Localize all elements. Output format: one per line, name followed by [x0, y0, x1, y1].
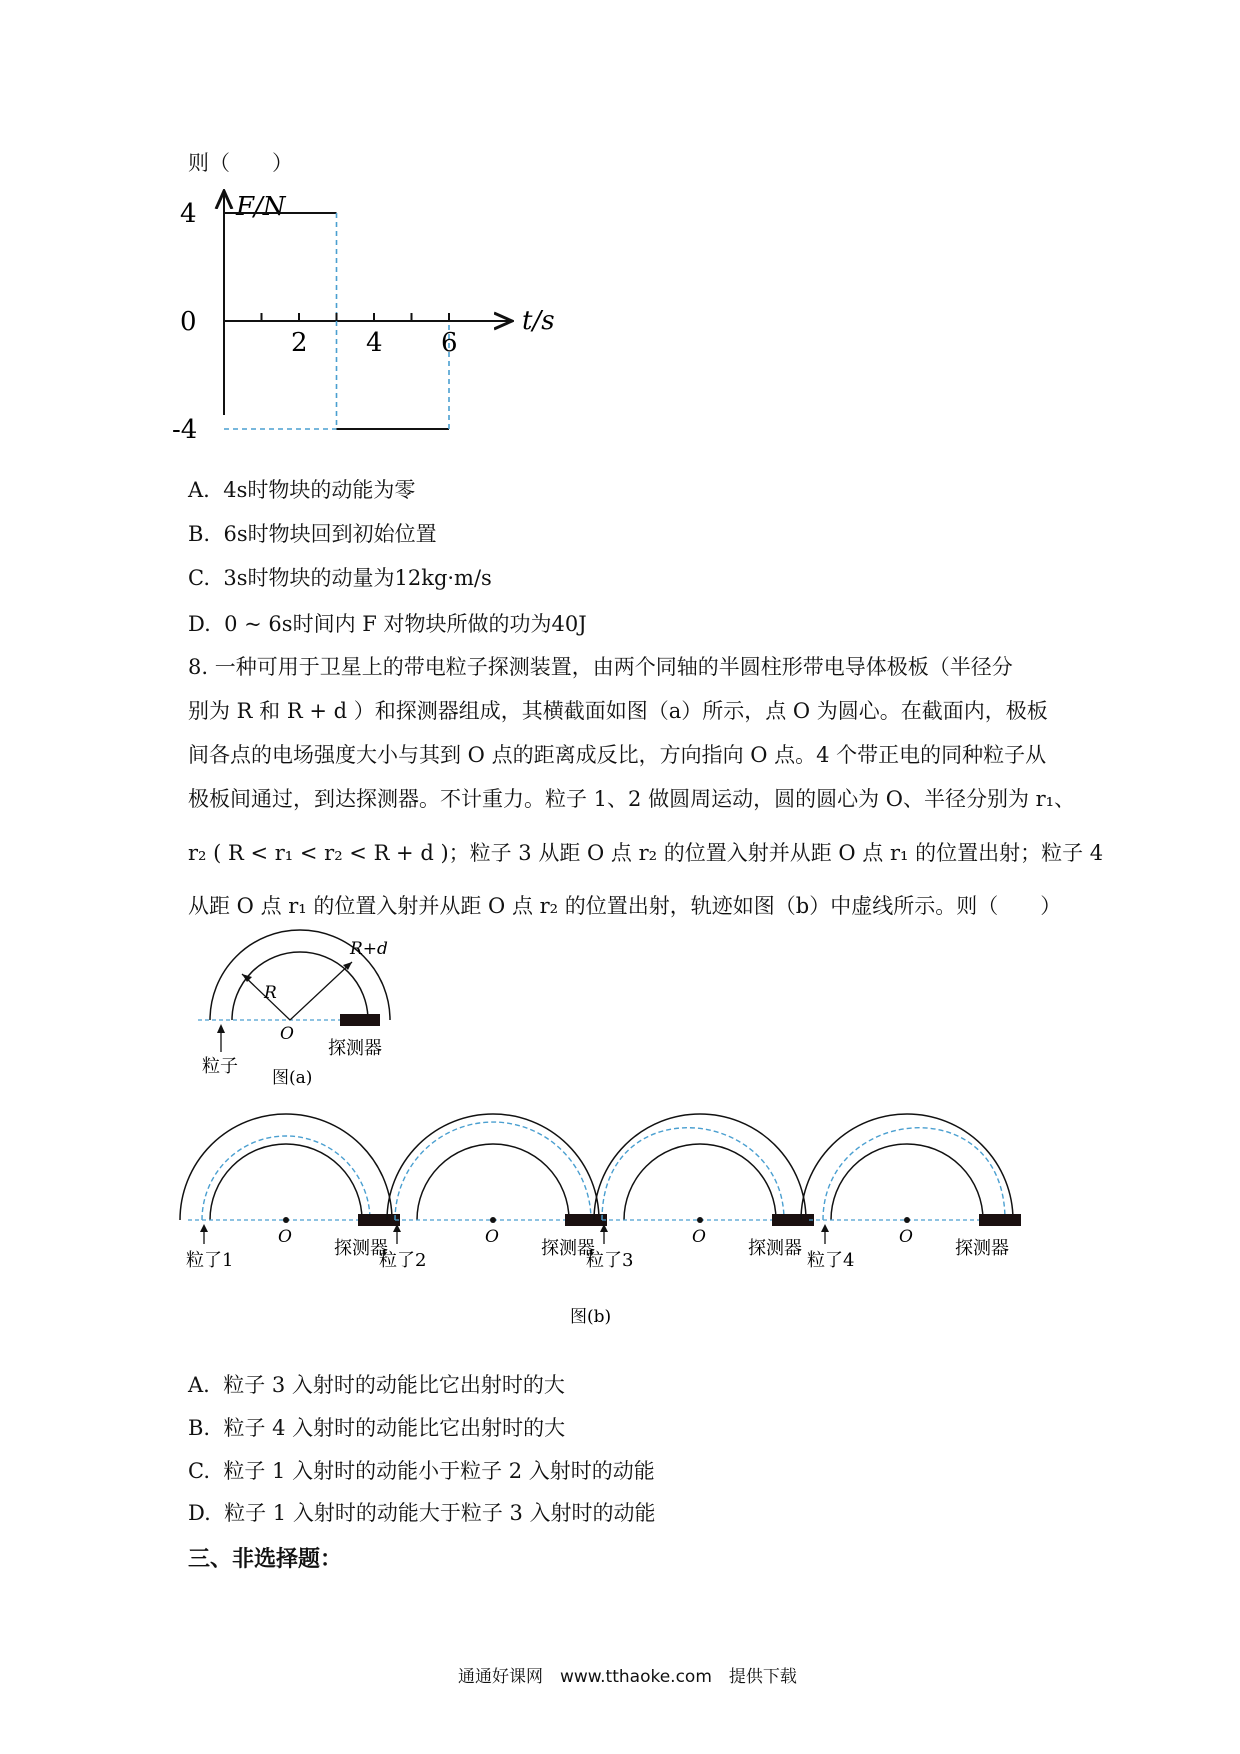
inner-plate: [624, 1144, 776, 1220]
particle-label: 粒了4: [807, 1250, 855, 1271]
y-axis-label: F/N: [236, 192, 286, 222]
y-tick-label: -4: [172, 415, 198, 445]
q8-stem-line-5: r₂ ( R < r₁ < r₂ < R + d )；粒子 3 从距 O 点 r₂ 的位置入射并从距 O 点 r₁ 的位置出射；粒子 4: [188, 841, 1104, 865]
q8-option-b: [188, 1413, 565, 1443]
option-text: 粒子 3 入射时的动能比它出射时的大: [223, 1373, 565, 1397]
arrow-head: [200, 1224, 208, 1232]
x-axis-label: t/s: [522, 306, 555, 336]
q7-force-time-chart: [172, 185, 580, 445]
q8-option-a: [188, 1370, 565, 1400]
option-text: 粒子 1 入射时的动能大于粒子 3 入射时的动能: [224, 1501, 656, 1525]
option-letter: B.: [188, 1416, 211, 1440]
x-tick-label: 4: [366, 328, 383, 358]
panel-3: [586, 1114, 814, 1271]
particle-label: 粒了1: [186, 1250, 234, 1271]
option-letter: C.: [188, 566, 210, 590]
label-o: O: [485, 1227, 499, 1247]
q8-option-c: [188, 1456, 655, 1486]
inner-plate: [831, 1144, 983, 1220]
detector-block: [772, 1214, 814, 1226]
option-text: 粒子 4 入射时的动能比它出射时的大: [223, 1416, 566, 1440]
q7-option-c: [188, 563, 492, 593]
detector-label: 探测器: [955, 1238, 1009, 1259]
detector-label: 探测器: [328, 1038, 382, 1059]
arrow-head: [821, 1224, 829, 1232]
detector-block: [358, 1214, 400, 1226]
option-text: 6s时物块回到初始位置: [223, 522, 437, 546]
option-text: 粒子 1 入射时的动能小于粒子 2 入射时的动能: [223, 1459, 655, 1483]
option-letter: A.: [188, 1373, 210, 1397]
figure-b: [186, 1130, 1070, 1330]
label-o: O: [278, 1227, 292, 1247]
q7-option-b: [188, 519, 437, 549]
caption-b: 图(b): [570, 1307, 612, 1327]
section-title: 三、非选择题：: [188, 1547, 343, 1572]
q7-stem-tail: 则（ ）: [188, 151, 293, 175]
option-text: 4s时物块的动能为零: [223, 478, 416, 502]
q7-option-d: [188, 609, 587, 639]
label-o: O: [280, 1024, 294, 1044]
q7-option-a: [188, 475, 415, 505]
option-text: 3s时物块的动量为12kg·m/s: [223, 566, 492, 590]
option-letter: A.: [188, 478, 210, 502]
q8-stem-line-2: 别为 R 和 R + d ）和探测器组成，其横截面如图（a）所示，点 O 为圆心。在截面内，极板: [188, 699, 1048, 723]
detector-label: 探测器: [541, 1238, 595, 1259]
detector-block: [979, 1214, 1021, 1226]
center-point: [697, 1217, 703, 1223]
q8-stem-line-4: 极板间通过，到达探测器。不计重力。粒子 1、2 做圆周运动，圆的圆心为 O、半径分别为 r₁、: [188, 787, 1076, 811]
particle-label: 粒了3: [586, 1250, 634, 1271]
figure-a: [190, 940, 440, 1090]
label-r-plus-d: R+d: [350, 939, 388, 959]
y-tick-label: 4: [180, 199, 197, 229]
option-letter: D.: [188, 1501, 211, 1525]
q8-option-d: [188, 1498, 656, 1528]
inner-plate: [417, 1144, 569, 1220]
panel-4: [801, 1114, 1021, 1271]
radius-rd-arrow: [290, 962, 352, 1020]
q8-stem-line-3: 间各点的电场强度大小与其到 O 点的距离成反比，方向指向 O 点。4 个带正电的同种粒子从: [188, 743, 1047, 767]
q8-stem-line-1: 8. 一种可用于卫星上的带电粒子探测装置，由两个同轴的半圆柱形带电导体极板（半径分: [188, 655, 1013, 679]
footer-text: 通通好课网 www.tthaoke.com 提供下载: [458, 1667, 797, 1687]
y-tick-label: 0: [180, 307, 197, 337]
panel-2: [379, 1114, 607, 1271]
detector-block: [340, 1014, 380, 1026]
detector-label: 探测器: [334, 1238, 388, 1259]
center-point: [904, 1217, 910, 1223]
particle-trajectory: [395, 1122, 591, 1220]
panel-1: [180, 1114, 400, 1271]
label-o: O: [692, 1227, 706, 1247]
label-o: O: [899, 1227, 913, 1247]
option-text: 0 ~ 6s时间内 F 对物块所做的功为40J: [224, 612, 587, 636]
x-tick-label: 6: [441, 328, 458, 358]
center-point: [283, 1217, 289, 1223]
label-r: R: [264, 983, 277, 1003]
option-letter: D.: [188, 612, 211, 636]
q8-stem-line-6: 从距 O 点 r₁ 的位置入射并从距 O 点 r₂ 的位置出射，轨迹如图（b）中虚线所示。则（ ）: [188, 894, 1062, 918]
detector-block: [565, 1214, 607, 1226]
option-letter: C.: [188, 1459, 210, 1483]
center-point: [490, 1217, 496, 1223]
particle-label: 粒子: [202, 1056, 238, 1077]
x-tick-label: 2: [291, 328, 308, 358]
particle-trajectory: [202, 1136, 370, 1220]
detector-label: 探测器: [748, 1238, 802, 1259]
caption-a: 图(a): [272, 1068, 313, 1088]
particle-label: 粒了2: [379, 1250, 427, 1271]
option-letter: B.: [188, 522, 211, 546]
